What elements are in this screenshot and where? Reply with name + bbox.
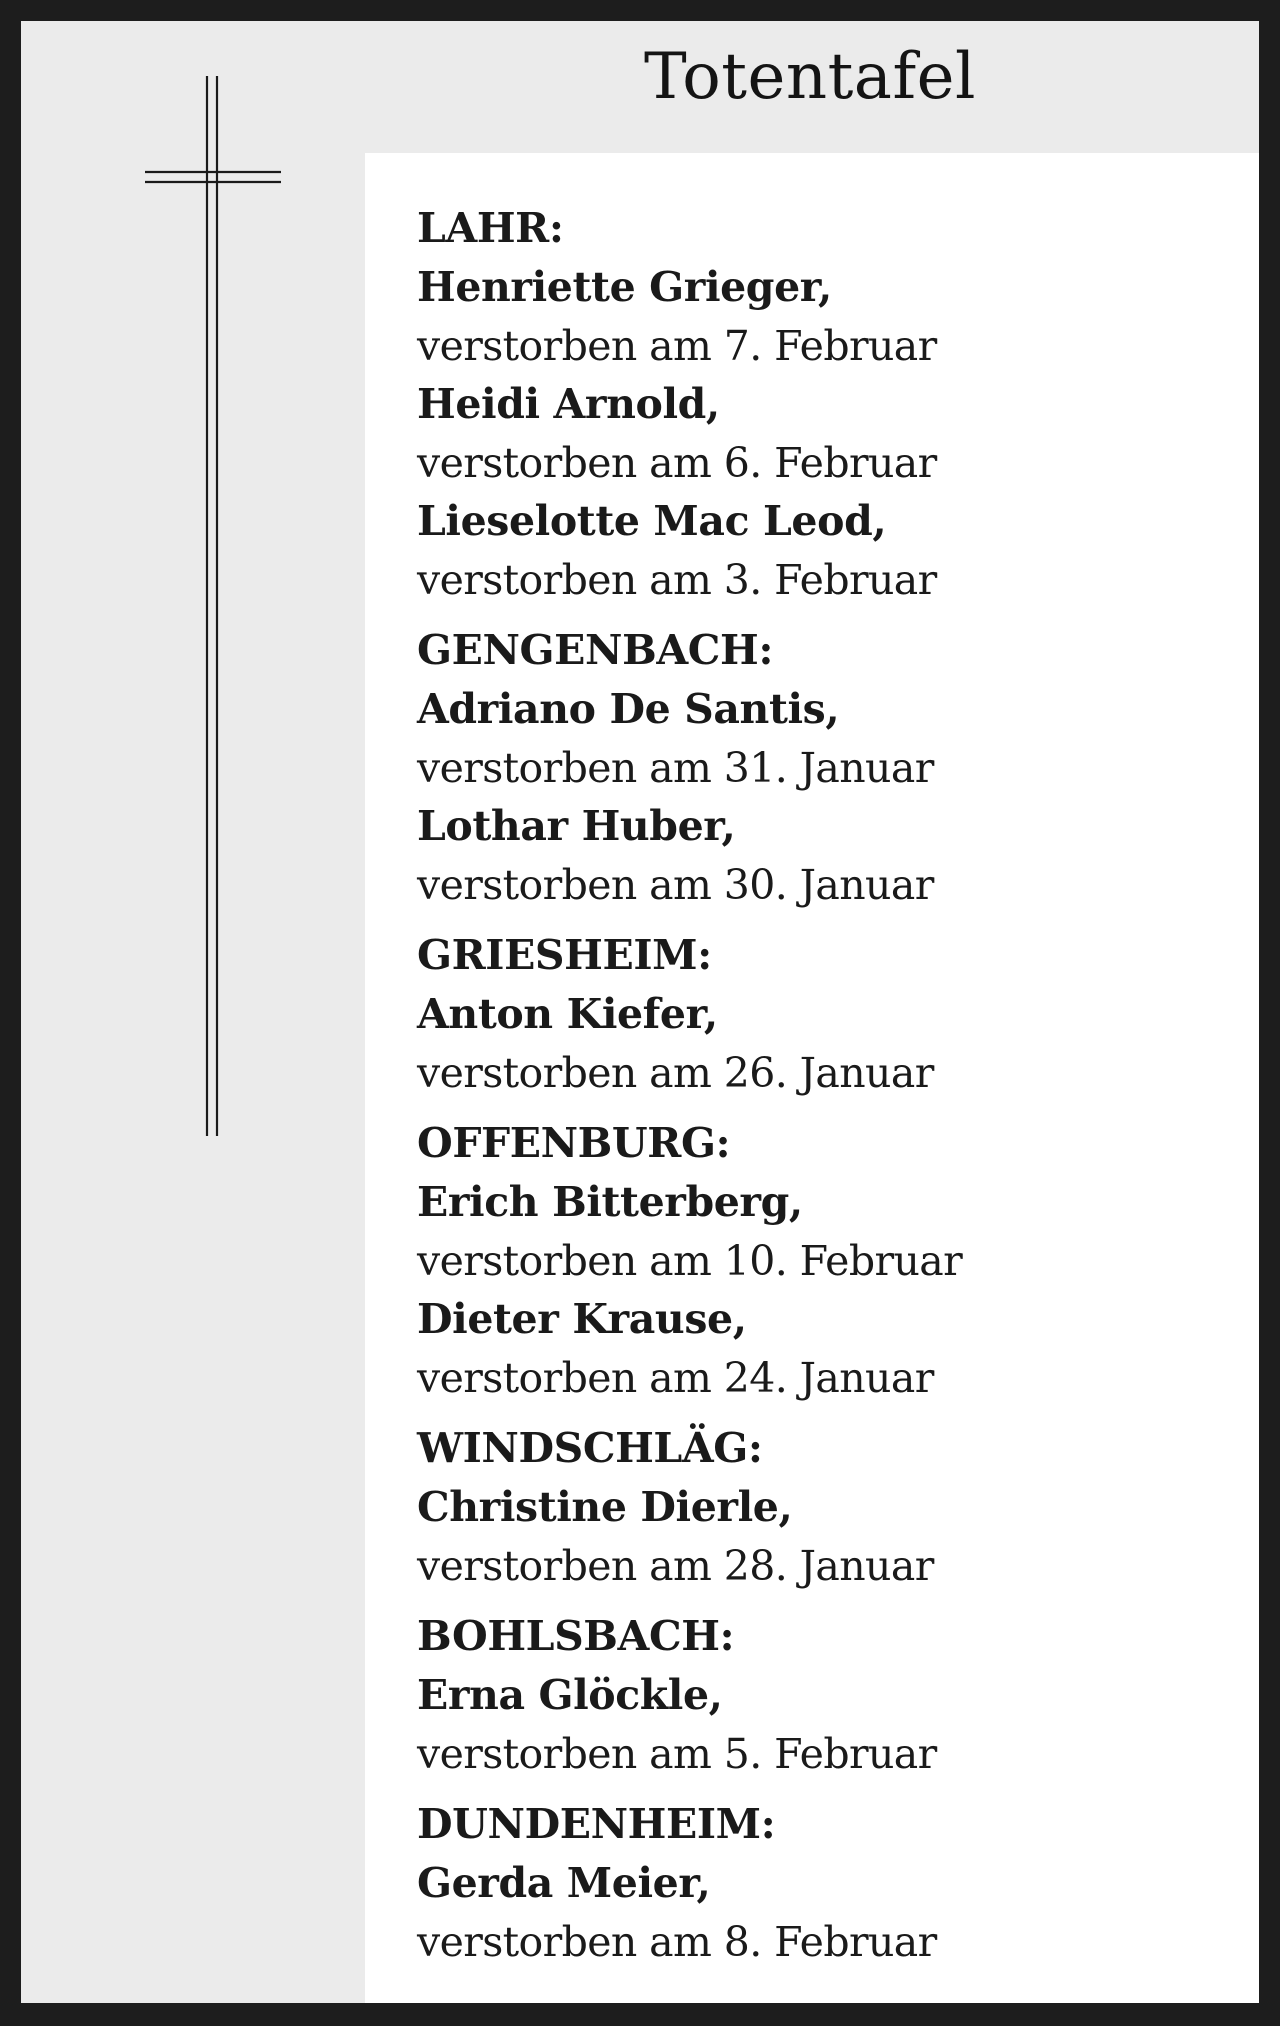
death-date: verstorben am 7. Februar: [417, 322, 937, 370]
location-group: [417, 1607, 1239, 1783]
death-date: verstorben am 24. Januar: [417, 1354, 934, 1402]
location-heading: DUNDENHEIM:: [417, 1800, 776, 1848]
death-date: verstorben am 26. Januar: [417, 1049, 934, 1097]
location-group: [417, 1795, 1239, 1971]
obituary-entry: [417, 258, 1239, 375]
location-heading: GENGENBACH:: [417, 626, 774, 674]
obituary-entry: [417, 1478, 1239, 1595]
notice-panel: [21, 21, 1259, 2003]
obituary-entry: [417, 797, 1239, 914]
location-heading: BOHLSBACH:: [417, 1612, 735, 1660]
deceased-name: Christine Dierle,: [417, 1483, 793, 1531]
location-heading: GRIESHEIM:: [417, 931, 712, 979]
deceased-name: Erich Bitterberg,: [417, 1178, 803, 1226]
cross-icon: [125, 76, 285, 1156]
death-date: verstorben am 10. Februar: [417, 1237, 963, 1285]
deceased-name: Heidi Arnold,: [417, 380, 720, 428]
obituary-list: [417, 199, 1239, 1983]
obituary-list-panel: [365, 153, 1259, 2003]
obituary-entry: [417, 985, 1239, 1102]
obituary-entry: [417, 492, 1239, 609]
location-group: [417, 199, 1239, 609]
location-heading: LAHR:: [417, 204, 564, 252]
deceased-name: Dieter Krause,: [417, 1295, 747, 1343]
deceased-name: Adriano De Santis,: [417, 685, 840, 733]
location-group: [417, 621, 1239, 914]
deceased-name: Anton Kiefer,: [417, 990, 718, 1038]
location-group: [417, 1419, 1239, 1595]
death-date: verstorben am 3. Februar: [417, 556, 937, 604]
location-group: [417, 926, 1239, 1102]
death-date: verstorben am 30. Januar: [417, 861, 934, 909]
location-heading: WINDSCHLÄG:: [417, 1424, 763, 1472]
death-date: verstorben am 8. Februar: [417, 1918, 937, 1966]
death-date: verstorben am 5. Februar: [417, 1730, 937, 1778]
obituary-entry: [417, 680, 1239, 797]
location-group: [417, 1114, 1239, 1407]
obituary-entry: [417, 1290, 1239, 1407]
death-date: verstorben am 31. Januar: [417, 744, 934, 792]
obituary-entry: [417, 1666, 1239, 1783]
deceased-name: Henriette Grieger,: [417, 263, 832, 311]
deceased-name: Lieselotte Mac Leod,: [417, 497, 887, 545]
obituary-entry: [417, 1173, 1239, 1290]
page-title: Totentafel: [644, 40, 976, 114]
location-heading: OFFENBURG:: [417, 1119, 731, 1167]
obituary-entry: [417, 1854, 1239, 1971]
deceased-name: Lothar Huber,: [417, 802, 736, 850]
deceased-name: Gerda Meier,: [417, 1859, 711, 1907]
death-date: verstorben am 6. Februar: [417, 439, 937, 487]
death-date: verstorben am 28. Januar: [417, 1542, 934, 1590]
obituary-entry: [417, 375, 1239, 492]
deceased-name: Erna Glöckle,: [417, 1671, 723, 1719]
